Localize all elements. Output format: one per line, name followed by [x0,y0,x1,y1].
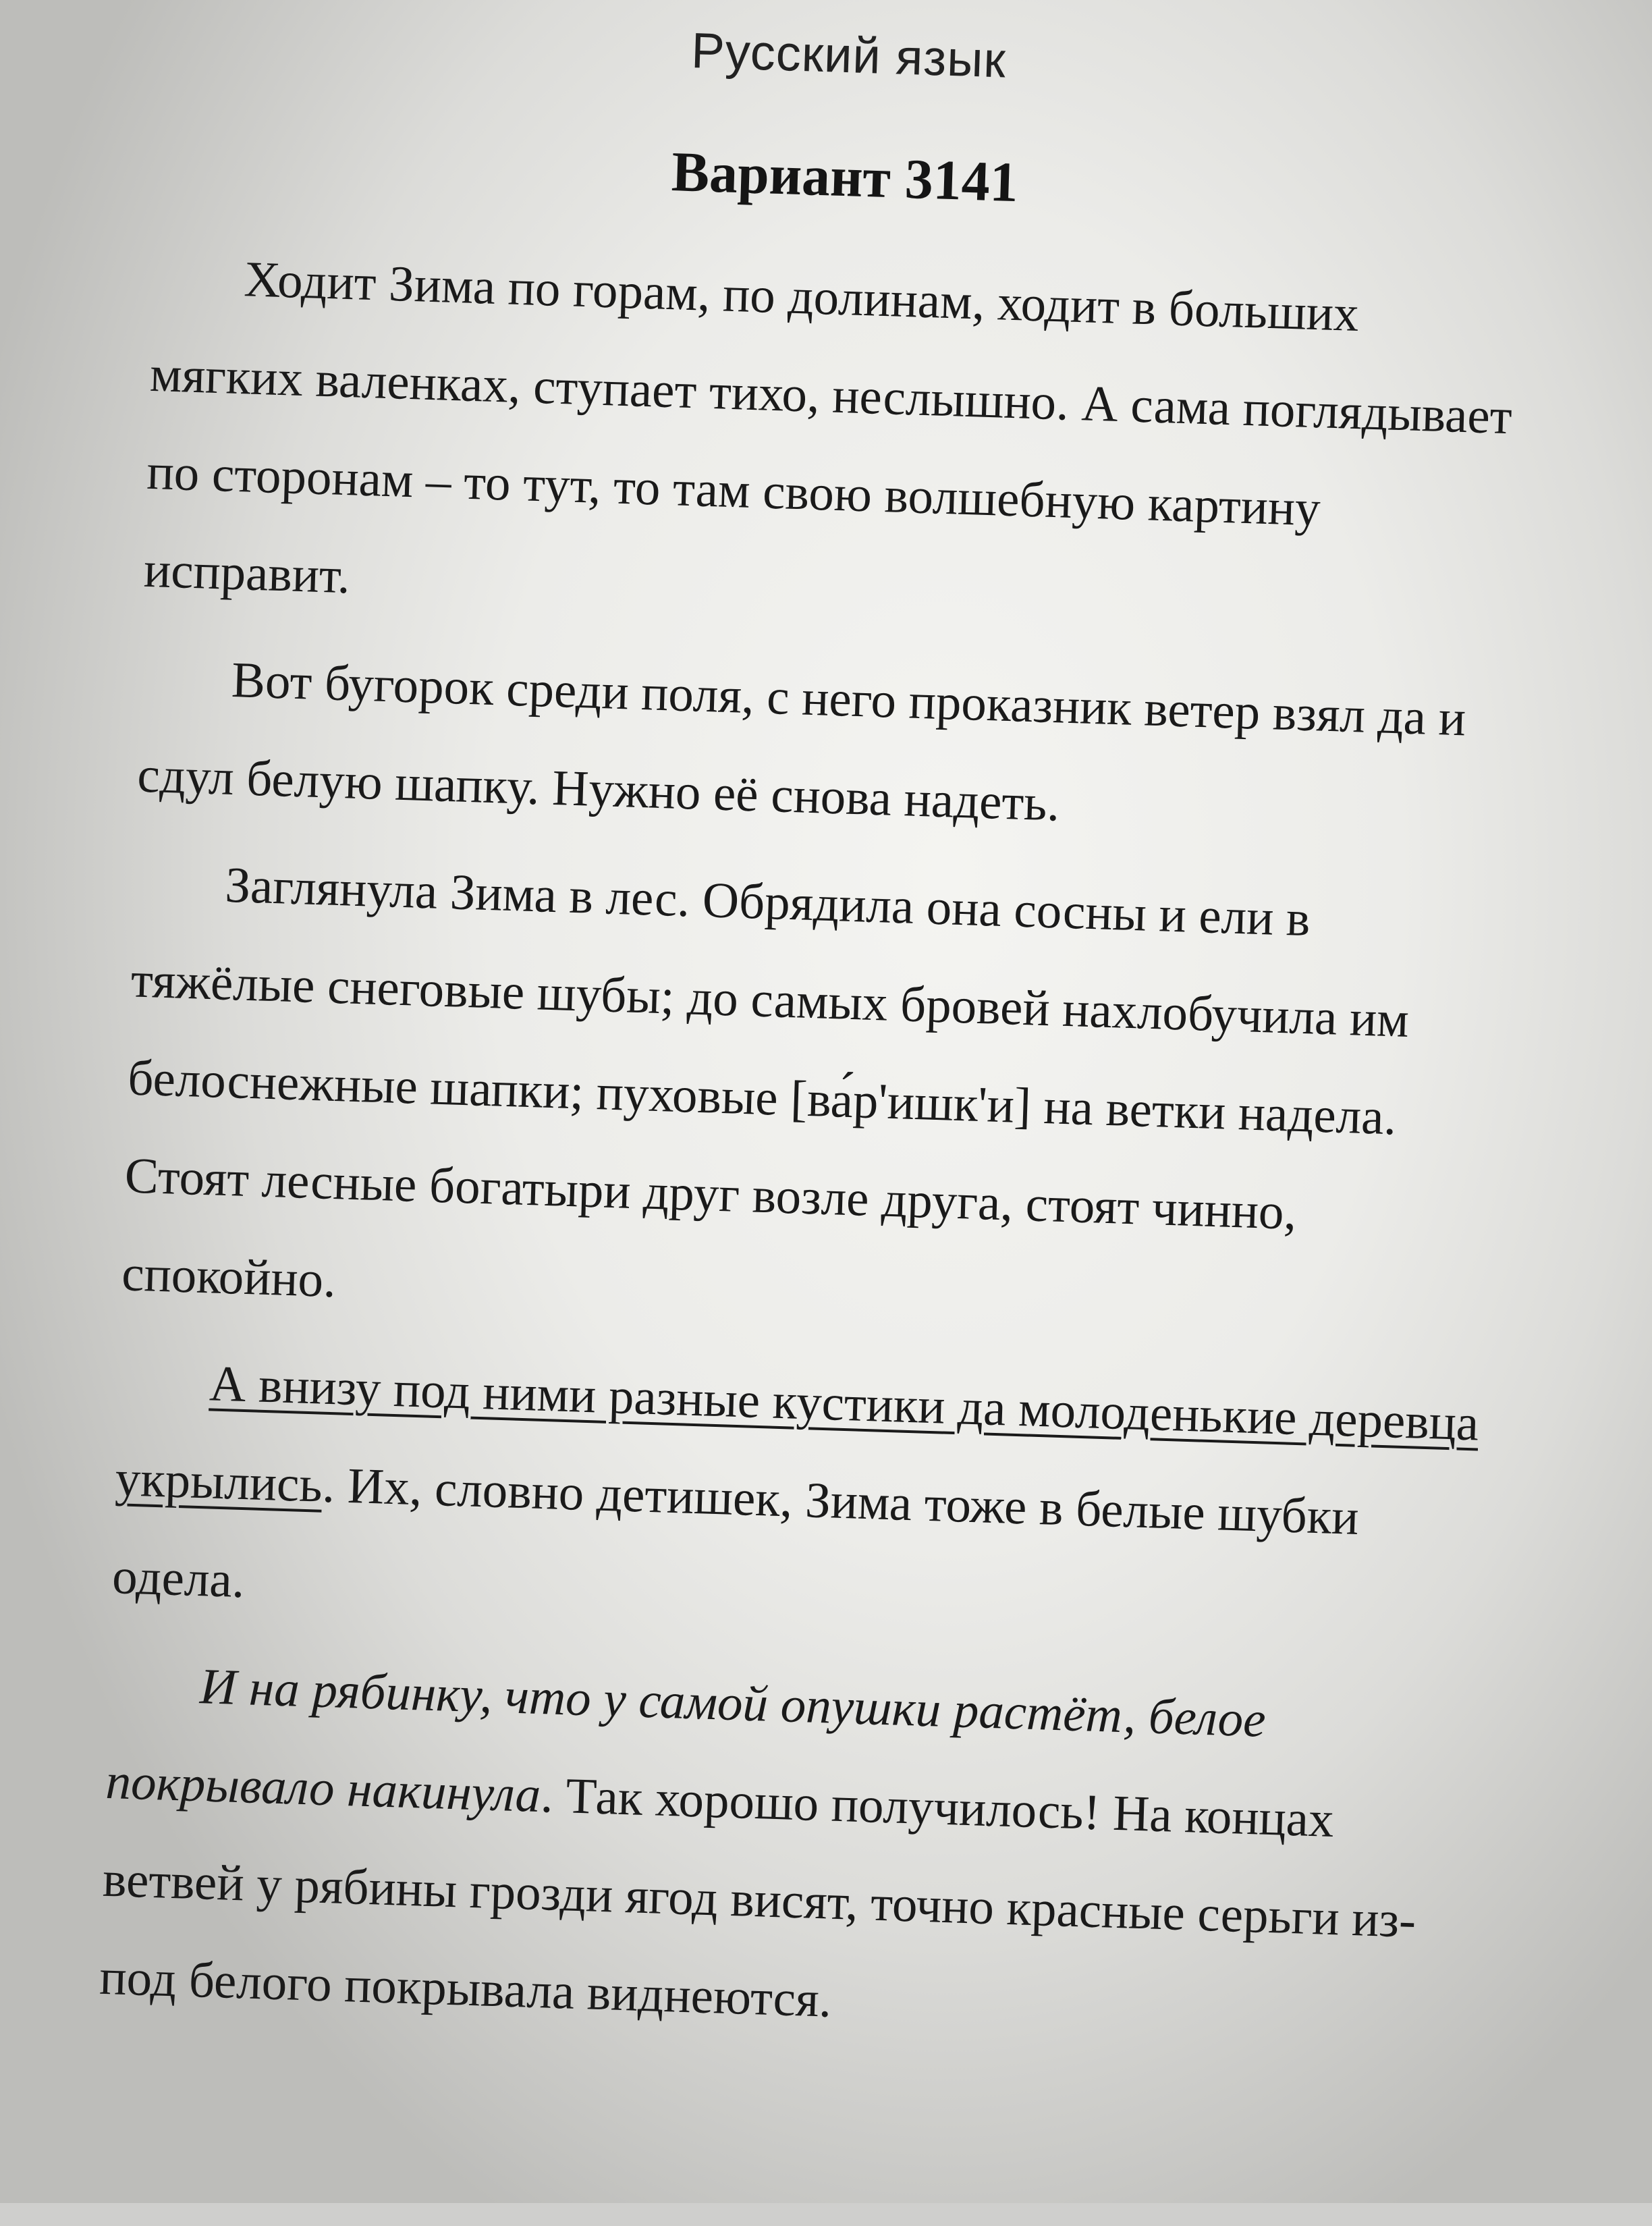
paragraph-4-rest: . Их, словно детишек, Зима тоже в белые шубки одела. [111,1457,1360,1609]
subject-heading: Русский язык [690,22,1008,88]
paragraph-1: Ходит Зима по горам, по долинам, ходит в больших мягких валенках, ступает тихо, неслышно. А сама поглядывает по сторонам – то тут, то там свою волшебную картину исправит. [142,251,1513,605]
italic-phrase: И на рябинку, что у самой опушки растёт, белое покрывало накинула [105,1658,1267,1824]
paragraph-3: Заглянула Зима в лес. Обрядила она сосны и ели в тяжёлые снеговые шубы; до самых бровей нахлобучила им белоснежные шапки; пуховые [ва́р'ишк'и] на ветки надела. Стоят лесные богатыри друг возле друга, стоят чинно, спокойно. [121,857,1410,1309]
paragraph-4 [111,1332,1489,1668]
paragraph-5 [98,1635,1479,2069]
text-body [98,227,1524,2069]
underlined-phrase: А внизу под ними разные кустики да молоденькие деревца укрылись [114,1355,1480,1513]
variant-title: Вариант 3141 [670,140,1020,215]
paragraph-2: Вот бугорок среди поля, с него проказник ветер взял да и сдул белую шапку. Нужно её снова надеть. [136,651,1467,832]
document-page [5,0,1626,2226]
paragraph-5-rest: . Так хорошо получилось! На концах ветвей у рябины грозди ягод висят, точно красные серьги из-под белого покрывала виднеются. [99,1767,1417,2028]
